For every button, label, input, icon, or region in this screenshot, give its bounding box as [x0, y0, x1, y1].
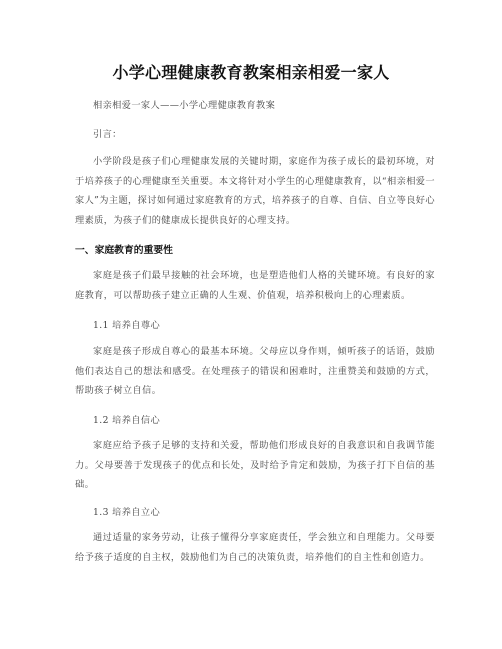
document-title: 小学心理健康教育教案相亲相爱一家人: [112, 63, 390, 82]
document-subtitle: 相亲相爱一家人——小学心理健康教育教案: [93, 100, 276, 111]
section-1-paragraph: 家庭是孩子们最早接触的社会环境，也是塑造他们人格的关键环境。有良好的家庭教育，可以帮助孩子建立正确的人生观、价值观，培养积极向上的心理素质。: [75, 270, 435, 301]
section-1-heading: 一、家庭教育的重要性: [75, 245, 173, 256]
section-1-2-paragraph: 家庭应给予孩子足够的支持和关爱，帮助他们形成良好的自我意识和自我调节能力。父母要善于发现孩子的优点和长处，及时给予肯定和鼓励，为孩子打下自信的基础。: [75, 440, 435, 490]
section-1-3-heading: 1.3 培养自立心: [93, 507, 161, 518]
intro-paragraph: 小学阶段是孩子们心理健康发展的关键时期，家庭作为孩子成长的最初环境，对于培养孩子的心理健康至关重要。本文将针对小学生的心理健康教育，以“相亲相爱一家人”为主题，探讨如何通过家庭教育的方式，培养孩子的自尊、自信、自立等良好心理素质，为孩子们的健康成长提供良好的心理支持。: [75, 156, 435, 226]
section-1-2-heading: 1.2 培养自信心: [93, 415, 161, 426]
section-1-1-heading: 1.1 培养自尊心: [93, 320, 161, 331]
intro-label: 引言：: [93, 129, 122, 140]
section-1-3-paragraph: 通过适量的家务劳动，让孩子懂得分享家庭责任，学会独立和自理能力。父母要给予孩子适度的自主权，鼓励他们为自己的决策负责，培养他们的自主性和创造力。: [75, 532, 435, 563]
section-1-1-paragraph: 家庭是孩子形成自尊心的最基本环境。父母应以身作则，倾听孩子的话语，鼓励他们表达自己的想法和感受。在处理孩子的错误和困难时，注重赞美和鼓励的方式，帮助孩子树立自信。: [75, 346, 435, 396]
